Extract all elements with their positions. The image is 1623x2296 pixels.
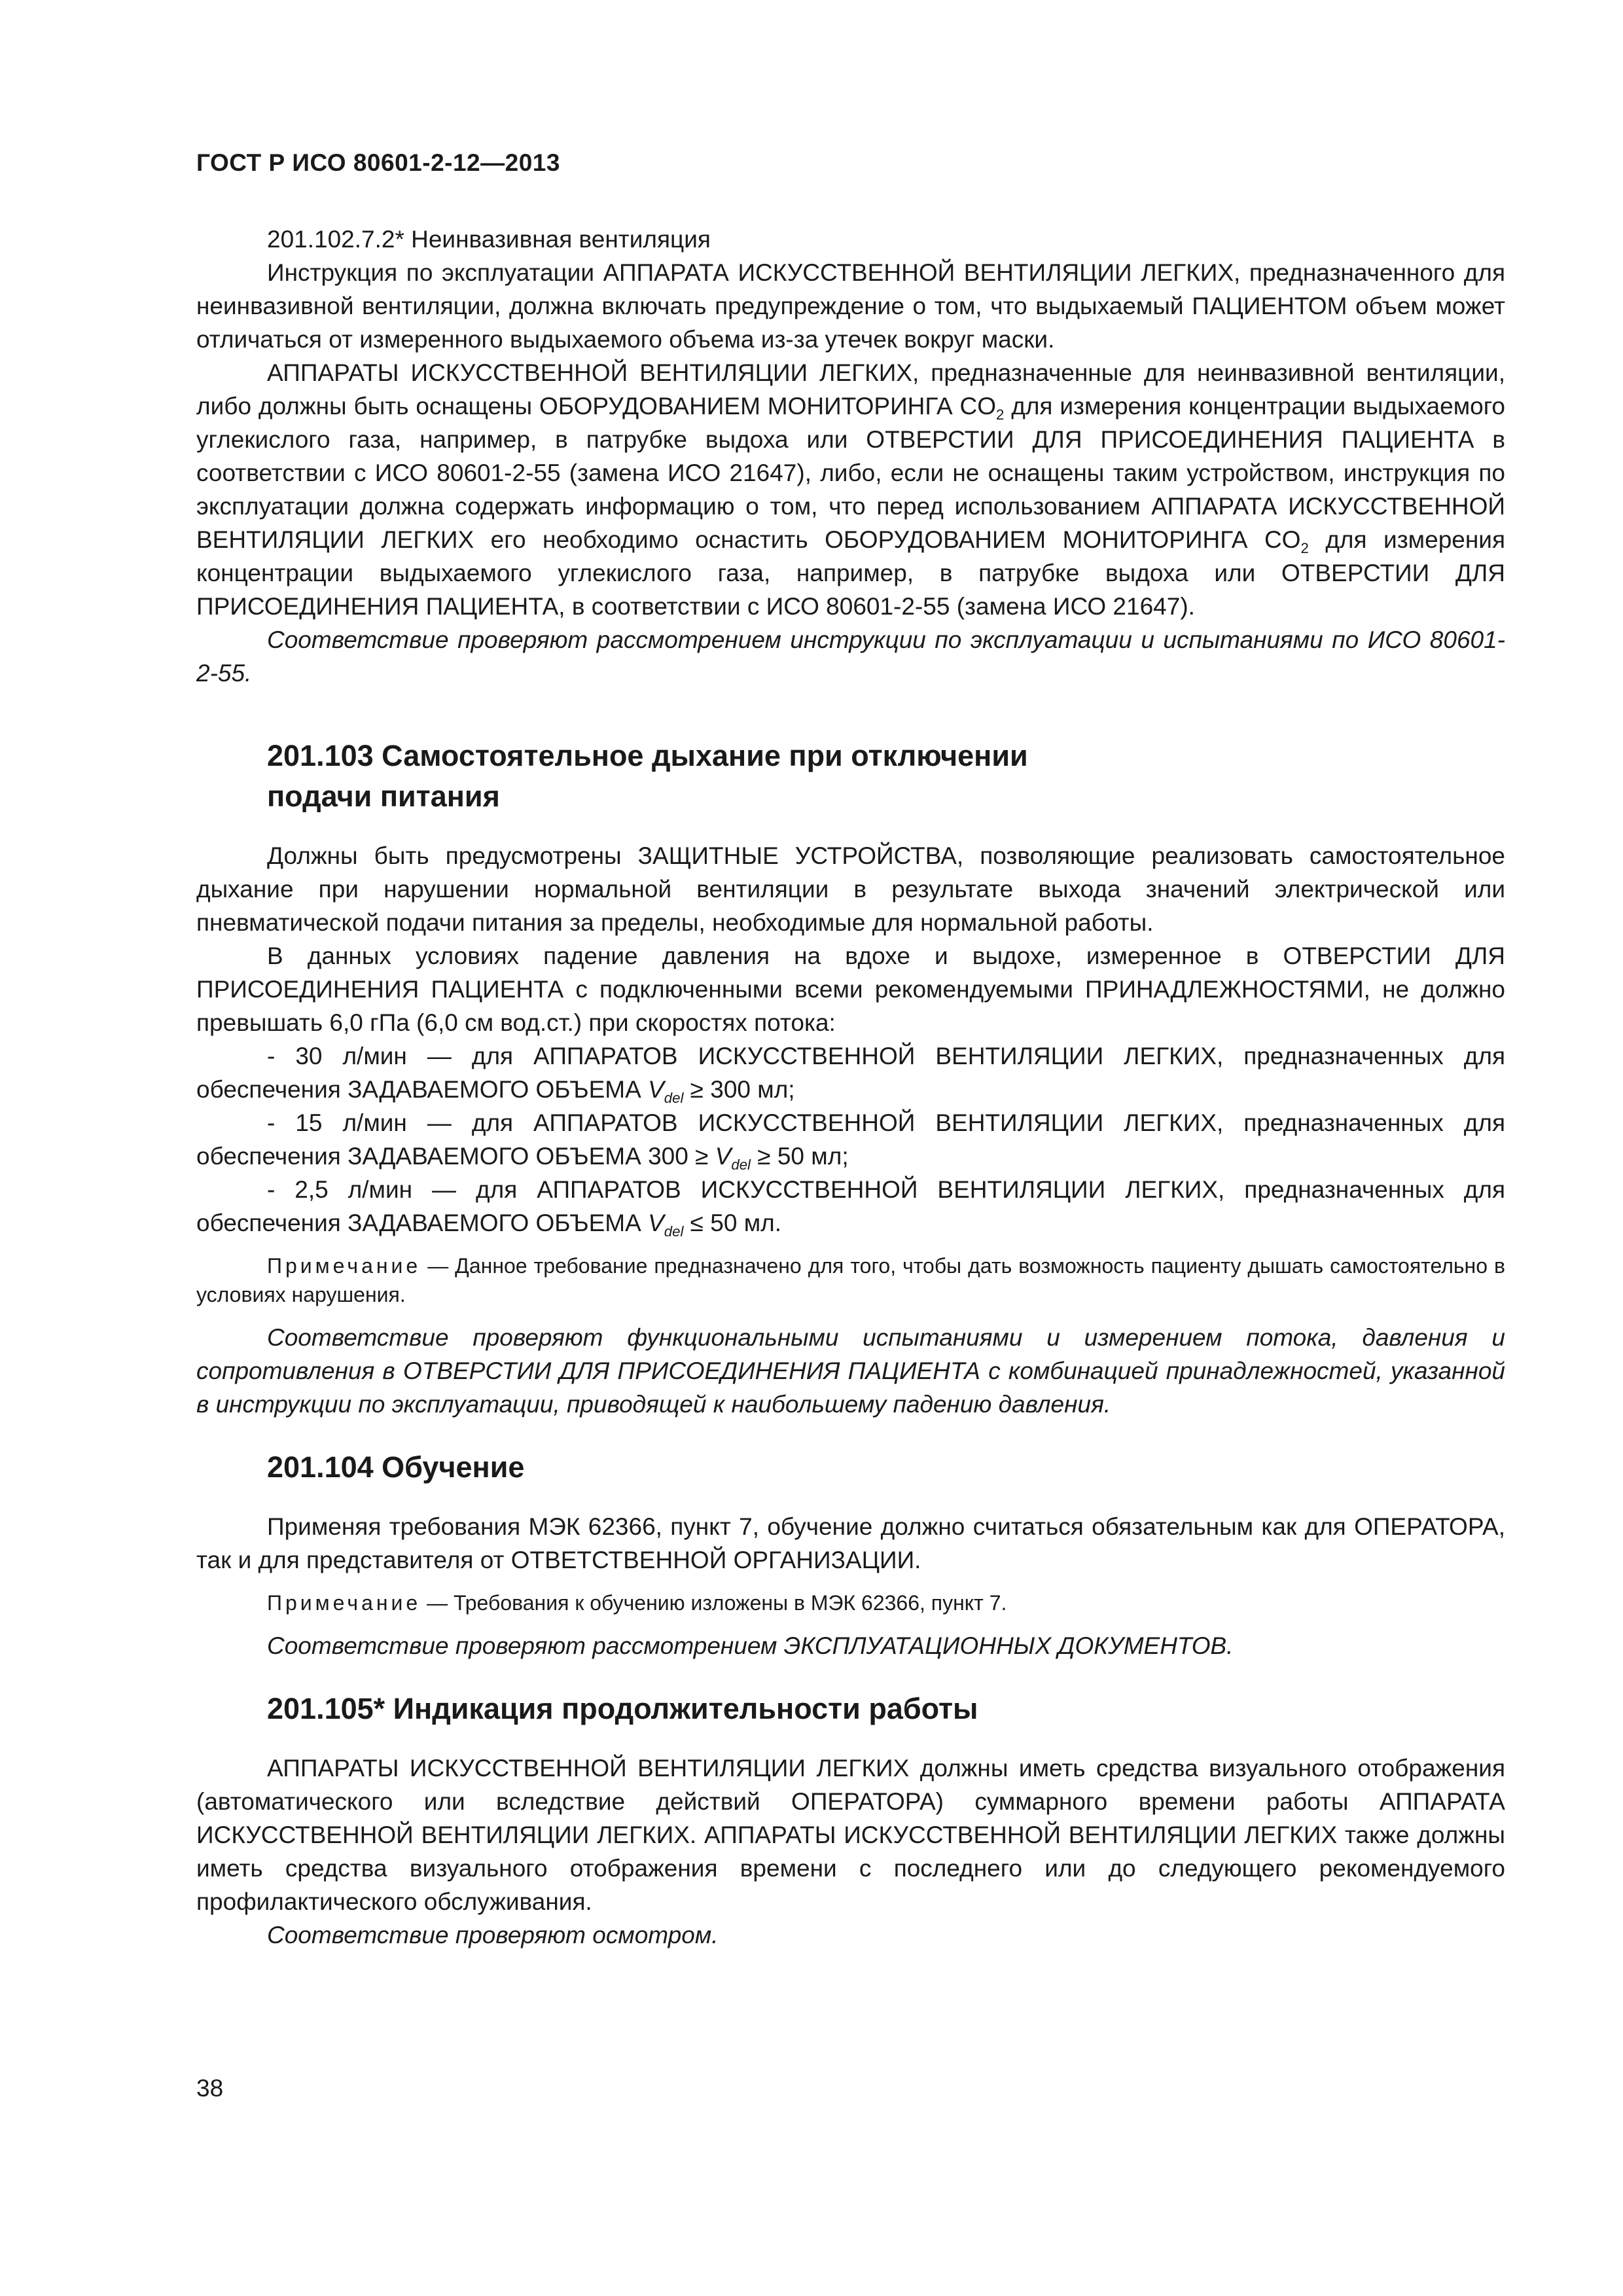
paragraph: Инструкция по эксплуатации АППАРАТА ИСКУССТВЕННОЙ ВЕНТИЛЯЦИИ ЛЕГКИХ, предназначенного для неинвазивной вентиляции, должна включать предупреждение о том, что выдыхаемый ПАЦИЕНТОМ объем может отличаться от измеренного выдыхаемого объема из-за утечек вокруг маски. xyxy=(196,259,1505,353)
subscript-2: 2 xyxy=(1300,539,1309,556)
heading-line: подачи питания xyxy=(267,780,500,813)
compliance-statement: Соответствие проверяют рассмотрением инструкции по эксплуатации и испытаниями по ИСО 80601-2-55. xyxy=(196,626,1505,687)
note-keyword: Примечание xyxy=(267,1591,421,1615)
note-text: — Требования к обучению изложены в МЭК 62366, пункт 7. xyxy=(421,1591,1007,1615)
section-heading-201-104: 201.104 Обучение xyxy=(267,1450,525,1484)
subscript-del: del xyxy=(731,1156,751,1173)
document-page xyxy=(196,0,1505,2296)
heading-line: 201.103 Самостоятельное дыхание при отключении xyxy=(267,739,1028,772)
note xyxy=(196,1251,1505,1309)
text-run: АППАРАТЫ ИСКУССТВЕННОЙ ВЕНТИЛЯЦИИ ЛЕГКИХ, предназначенные для неинвазивной вентиляции, либо должны быть оснащены ОБОРУДОВАНИЕМ МОНИТОРИНГА CO xyxy=(196,359,1505,420)
paragraph: Применяя требования МЭК 62366, пункт 7, обучение должно считаться обязательным как для ОПЕРАТОРА, так и для представителя от ОТВЕТСТВЕННОЙ ОРГАНИЗАЦИИ. xyxy=(196,1513,1505,1573)
compliance-statement: Соответствие проверяют рассмотрением ЭКСПЛУАТАЦИОННЫХ ДОКУМЕНТОВ. xyxy=(267,1632,1234,1659)
subscript-del: del xyxy=(664,1223,684,1240)
subscript-2: 2 xyxy=(996,406,1005,423)
text-run: для измерения концентрации выдыхаемого углекислого газа, например, в патрубке выдоха или ОТВЕРСТИИ ДЛЯ ПРИСОЕДИНЕНИЯ ПАЦИЕНТА, в соответствии с ИСО 80601-2-55 (замена ИСО 21647). xyxy=(196,526,1505,620)
paragraph: АППАРАТЫ ИСКУССТВЕННОЙ ВЕНТИЛЯЦИИ ЛЕГКИХ должны иметь средства визуального отображения (автоматического или вследствие действий ОПЕРАТОРА) суммарного времени работы АППАРАТА ИСКУССТВЕННОЙ ВЕНТИЛЯЦИИ ЛЕГКИХ. АППАРАТЫ ИСКУССТВЕННОЙ ВЕНТИЛЯЦИИ ЛЕГКИХ также должны иметь средства визуального отображения времени с последнего или до следующего рекомендуемого профилактического обслуживания. xyxy=(196,1755,1505,1915)
text-run: ≥ 300 мл; xyxy=(683,1076,795,1103)
page-number: 38 xyxy=(196,2075,224,2102)
note-keyword: Примечание xyxy=(267,1254,421,1278)
text-run: ≤ 50 мл. xyxy=(683,1210,781,1236)
text-run: - 2,5 л/мин — для АППАРАТОВ ИСКУССТВЕННОЙ ВЕНТИЛЯЦИИ ЛЕГКИХ, предназначенных для обеспечения ЗАДАВАЕМОГО ОБЪЕМА xyxy=(196,1176,1505,1236)
paragraph: Должны быть предусмотрены ЗАЩИТНЫЕ УСТРОЙСТВА, позволяющие реализовать самостоятельное дыхание при нарушении нормальной вентиляции в результате выхода значений электрической или пневматической подачи питания за пределы, необходимые для нормальной работы. xyxy=(196,842,1505,936)
note xyxy=(196,1588,1505,1617)
subscript-del: del xyxy=(664,1089,684,1106)
document-code-header: ГОСТ Р ИСО 80601-2-12—2013 xyxy=(196,149,560,176)
list-item-flow-2-5 xyxy=(196,1173,1505,1240)
paragraph: В данных условиях падение давления на вдохе и выдохе, измеренное в ОТВЕРСТИИ ДЛЯ ПРИСОЕДИНЕНИЯ ПАЦИЕНТА с подключенными всеми рекомендуемыми ПРИНАДЛЕЖНОСТЯМИ, не должно превышать 6,0 гПа (6,0 см вод.ст.) при скоростях потока: xyxy=(196,942,1505,1036)
variable-v: V xyxy=(715,1143,732,1170)
variable-v: V xyxy=(648,1076,664,1103)
text-run: - 30 л/мин — для АППАРАТОВ ИСКУССТВЕННОЙ ВЕНТИЛЯЦИИ ЛЕГКИХ, предназначенных для обеспечения ЗАДАВАЕМОГО ОБЪЕМА xyxy=(196,1043,1505,1103)
list-item-flow-15 xyxy=(196,1106,1505,1173)
text-run: - 15 л/мин — для АППАРАТОВ ИСКУССТВЕННОЙ ВЕНТИЛЯЦИИ ЛЕГКИХ, предназначенных для обеспечения ЗАДАВАЕМОГО ОБЪЕМА 300 ≥ xyxy=(196,1109,1505,1170)
text-run: ≥ 50 мл; xyxy=(750,1143,849,1170)
text-run: для измерения концентрации выдыхаемого углекислого газа, например, в патрубке выдоха или ОТВЕРСТИИ ДЛЯ ПРИСОЕДИНЕНИЯ ПАЦИЕНТА в соответствии с ИСО 80601-2-55 (замена ИСО 21647), либо, если не оснащены таким устройством, инструкция по эксплуатации должна содержать информацию о том, что перед использованием АППАРАТА ИСКУССТВЕННОЙ ВЕНТИЛЯЦИИ ЛЕГКИХ его необходимо оснастить ОБОРУДОВАНИЕМ МОНИТОРИНГА CO xyxy=(196,393,1505,553)
list-item-flow-30 xyxy=(196,1039,1505,1106)
note-text: — Данное требование предназначено для того, чтобы дать возможность пациенту дышать самостоятельно в условиях нарушения. xyxy=(196,1254,1505,1306)
section-heading-201-105: 201.105* Индикация продолжительности работы xyxy=(267,1692,978,1725)
compliance-statement: Соответствие проверяют осмотром. xyxy=(267,1922,719,1948)
variable-v: V xyxy=(648,1210,664,1236)
section-heading-201-103 xyxy=(196,736,1505,817)
subclause-title: 201.102.7.2* Неинвазивная вентиляция xyxy=(267,226,711,253)
document-body xyxy=(196,223,1505,1952)
paragraph-co2 xyxy=(196,356,1505,623)
compliance-statement: Соответствие проверяют функциональными испытаниями и измерением потока, давления и сопротивления в ОТВЕРСТИИ ДЛЯ ПРИСОЕДИНЕНИЯ ПАЦИЕНТА с комбинацией принадлежностей, указанной в инструкции по эксплуатации, приводящей к наибольшему падению давления. xyxy=(196,1324,1505,1418)
